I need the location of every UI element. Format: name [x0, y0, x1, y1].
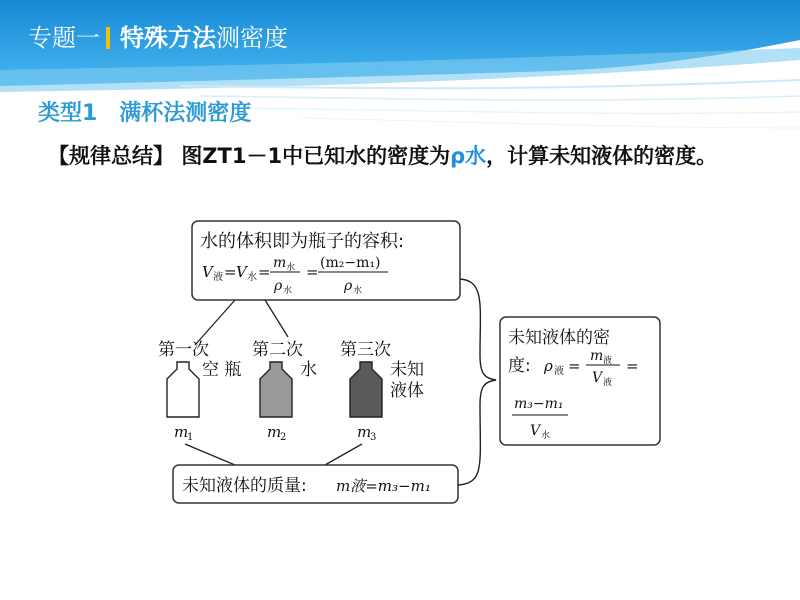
density-diagram — [140, 215, 680, 515]
svg-text:液: 液 — [554, 366, 564, 377]
step-3-label: 第三次 — [340, 340, 391, 360]
density-box-line2: 度: — [508, 356, 531, 376]
svg-text:ρ: ρ — [274, 278, 283, 294]
mass-1: m — [174, 423, 189, 441]
svg-text:液: 液 — [213, 272, 223, 283]
title-subject-tail: 测密度 — [216, 24, 288, 52]
mass-2-sub: 2 — [280, 432, 287, 443]
svg-text:ρ: ρ — [344, 278, 353, 294]
svg-text:水: 水 — [247, 272, 257, 283]
step-3-content-line1: 未知 — [390, 360, 424, 380]
step-1-content: 空 瓶 — [202, 360, 242, 380]
svg-text:液: 液 — [603, 356, 613, 366]
step-2-label: 第二次 — [252, 340, 303, 360]
empty-bottle — [167, 362, 199, 417]
svg-text:水: 水 — [283, 286, 293, 296]
svg-text:=: = — [224, 263, 237, 281]
mass-1-sub: 1 — [187, 432, 194, 443]
summary-text-after: ，计算未知液体的密度。 — [486, 144, 718, 168]
summary-paragraph — [48, 140, 748, 172]
svg-text:m: m — [273, 255, 287, 271]
svg-text:=: = — [568, 357, 581, 375]
mass-3: m — [357, 423, 372, 441]
mass-3-sub: 3 — [370, 432, 377, 443]
svg-text:=: = — [626, 357, 639, 375]
step-1-label: 第一次 — [158, 340, 209, 360]
svg-text:=: = — [306, 263, 319, 281]
svg-text:水: 水 — [541, 431, 551, 441]
title-separator — [106, 27, 110, 49]
step-3-content-line2: 液体 — [390, 381, 424, 401]
mass-box-formula: m液=m₃−m₁ — [336, 477, 431, 495]
page-title — [28, 18, 288, 53]
step-2-content: 水 — [300, 360, 317, 380]
rho-water: ρ水 — [450, 144, 487, 168]
svg-text:V: V — [202, 263, 213, 281]
svg-text:水: 水 — [286, 263, 296, 273]
svg-text:m₃−m₁: m₃−m₁ — [514, 396, 564, 412]
volume-box-title: 水的体积即为瓶子的容积: — [200, 231, 405, 252]
svg-text:液: 液 — [603, 378, 613, 388]
svg-text:水: 水 — [353, 286, 363, 296]
svg-text:V: V — [530, 423, 541, 439]
svg-text:(m₂−m₁): (m₂−m₁) — [320, 255, 381, 271]
title-subject: 特殊方法 — [120, 24, 216, 52]
mass-2: m — [267, 423, 282, 441]
summary-text-before: 图ZT1－1中已知水的密度为 — [181, 144, 451, 168]
svg-text:V: V — [592, 370, 603, 386]
summary-bracket: 【规律总结】 — [48, 144, 174, 168]
svg-text:V: V — [236, 263, 247, 281]
svg-text:=: = — [258, 263, 271, 281]
svg-text:ρ: ρ — [544, 357, 553, 375]
liquid-bottle — [350, 362, 382, 417]
svg-text:m: m — [590, 348, 604, 364]
water-bottle — [260, 362, 292, 417]
density-box-line1: 未知液体的密 — [508, 328, 610, 348]
section-heading: 类型1 满杯法测密度 — [38, 101, 252, 126]
title-topic: 专题一 — [28, 24, 100, 52]
mass-box-text: 未知液体的质量: — [182, 476, 307, 496]
